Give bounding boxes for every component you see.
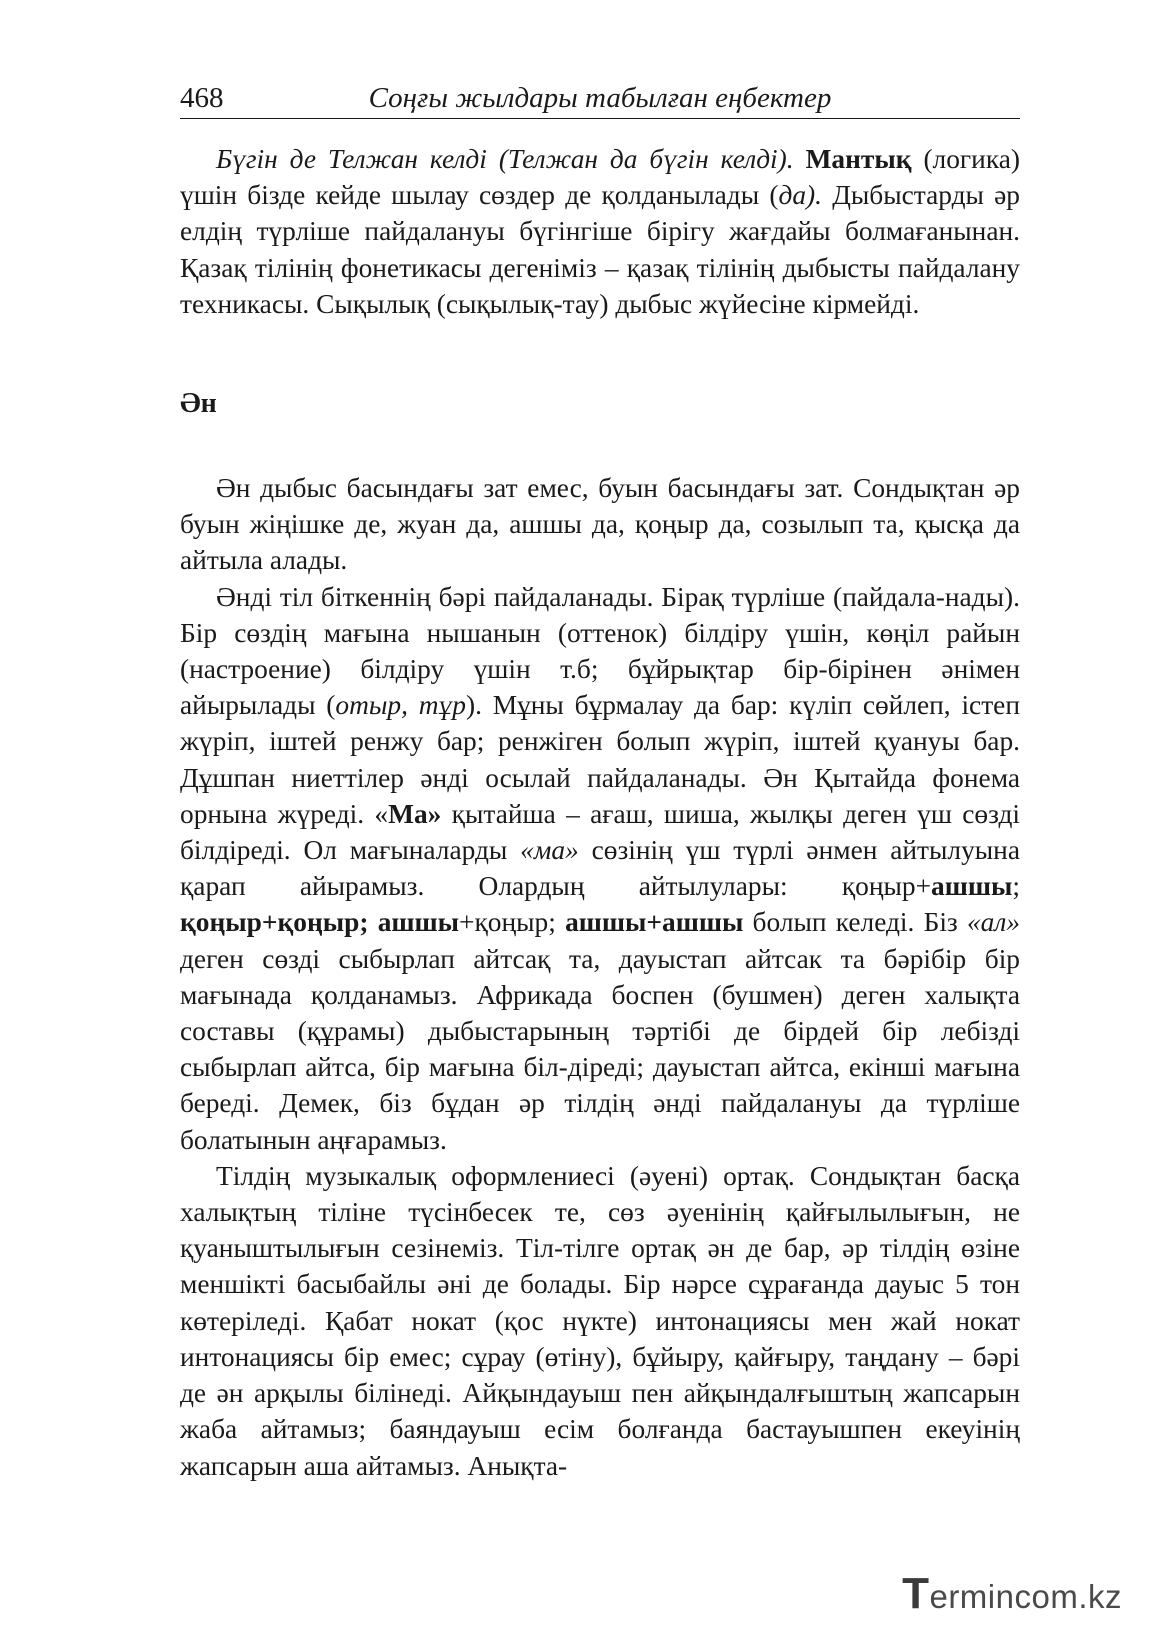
p3-text-g: сөзінің үш түрлі әнмен айтылуына қарап айырамыз. Олардың айтылулары: қоңыр+ xyxy=(180,835,1021,902)
p3-bold-ashshy: ашшы xyxy=(931,871,1013,902)
p3-bold-ma: Ма» xyxy=(388,798,442,829)
paragraph-1 xyxy=(180,141,1020,322)
p3-text-a: Әнді тіл біткеннің бәрі пайдаланады. Бірақ түрліше (пайдала-нады). Бір сөздің мағына нышанын (оттенок) білдіру үшін, көңіл райын (настроение) білдіру үшін т.б; бұйрықтар бір-бірінен әнімен айырылады ( xyxy=(180,581,1020,721)
site-watermark xyxy=(902,1569,1122,1619)
paragraph-1-text-b: Дыбыстарды әр елдің түрліше пайдалануы бүгінгіше бірігу жағдайы болмағанынан. Қазақ тілінің фонетикасы дегеніміз – қазақ тілінің дыбысты пайдалану техникасы. Сықылық (сықылық-тау) дыбыс жүйесіне кірмейді. xyxy=(180,180,1021,319)
running-head xyxy=(180,78,1020,119)
p3-text-e: қытайша – ағаш, шиша, жылқы деген үш сөзді білдіреді. Ол мағыналарды xyxy=(180,798,1020,866)
p3-italic-ma: «ма» xyxy=(520,835,579,866)
p3-text-k: +қоңыр; xyxy=(459,907,566,938)
paragraph-2: Ән дыбыс басындағы зат емес, буын басындағы зат. Сондықтан әр буын жіңішке де, жуан да, ашшы да, қоңыр да, созылып та, қысқа да айтыла алады. xyxy=(180,473,1020,576)
p3-italic-otyr-tur: отыр, тұр xyxy=(335,690,466,721)
term-mantyq: Мантық xyxy=(805,144,912,174)
paragraph-1-text-a: (логика) үшін бізде кейде шылау сөздер де қолданылады ( xyxy=(180,144,1020,211)
section-heading: Ән xyxy=(180,388,217,420)
paragraph-3 xyxy=(180,579,1020,1158)
paragraph-4: Тілдің музыкалық оформлениесі (әуені) ортақ. Сондықтан басқа халықтың тіліне түсінбесек те, сөз әуенінің қайғылылығын, не қуаныштылығын сезінеміз. Тіл-тілге ортақ ән де бар, әр тілдің өзіне меншікті басыбайлы әні де болады. Бір нәрсе сұрағанда дауыс 5 тон көтеріледі. Қабат нокат (қос нүкте) интонациясы мен жай нокат интонациясы бір емес; сұрау (өтіну), бұйыру, қайғыру, таңдану – бәрі де ән арқылы білінеді. Айқындауыш пен айқындалғыштың жапсарын жаба айтамыз; баяндауыш есім болғанда бастауышпен екеуінің жапсарын аша айтамыз. Анықта- xyxy=(180,1160,1020,1481)
example-sentence: Бүгін де Телжан келді (Телжан да бүгін келді). xyxy=(216,144,794,174)
p3-text-o: деген сөзді сыбырлап айтсақ та, дауыстап айтсак та бәрібір бір мағынада қолданамыз. Африкада боспен (бушмен) деген халықта составы (құрамы) дыбыстарының тәртібі де бірдей бір лебізді сыбырлап айтса, бір мағына біл-діреді; дауыстап айтса, екінші мағына береді. Демек, біз бұдан әр тілдің әнді пайдалануы да түрліше болатынын аңғарамыз. xyxy=(180,943,1020,1155)
book-page xyxy=(180,78,1020,1484)
p3-bold-ashshy-ashshy: ашшы+ашшы xyxy=(565,907,744,938)
p3-bold-qonyr-qonyr: қоңыр+қоңыр; ашшы xyxy=(180,907,460,938)
p3-text-m: болып келеді. Біз xyxy=(743,907,967,938)
p3-text-i: ; xyxy=(1012,871,1020,902)
body-text xyxy=(180,141,1020,1484)
page-number: 468 xyxy=(180,82,224,114)
running-title: Соңғы жылдары табылған еңбектер xyxy=(368,82,832,114)
watermark-letter: T xyxy=(902,1569,930,1618)
p3-text-c: ). Мұны бұрмалау да бар: күліп сөйлеп, істеп жүріп, іштей ренжу бар; ренжіген болып жүріп, іштей қуануы бар. Дұшпан ниеттілер әнді осылай пайдаланады. Ән Қытайда фонема орнына жүреді. « xyxy=(180,690,1021,829)
watermark-text: ermincom.kz xyxy=(929,1578,1122,1615)
p3-italic-al: «ал» xyxy=(966,907,1020,938)
term-da: да). xyxy=(778,180,822,211)
